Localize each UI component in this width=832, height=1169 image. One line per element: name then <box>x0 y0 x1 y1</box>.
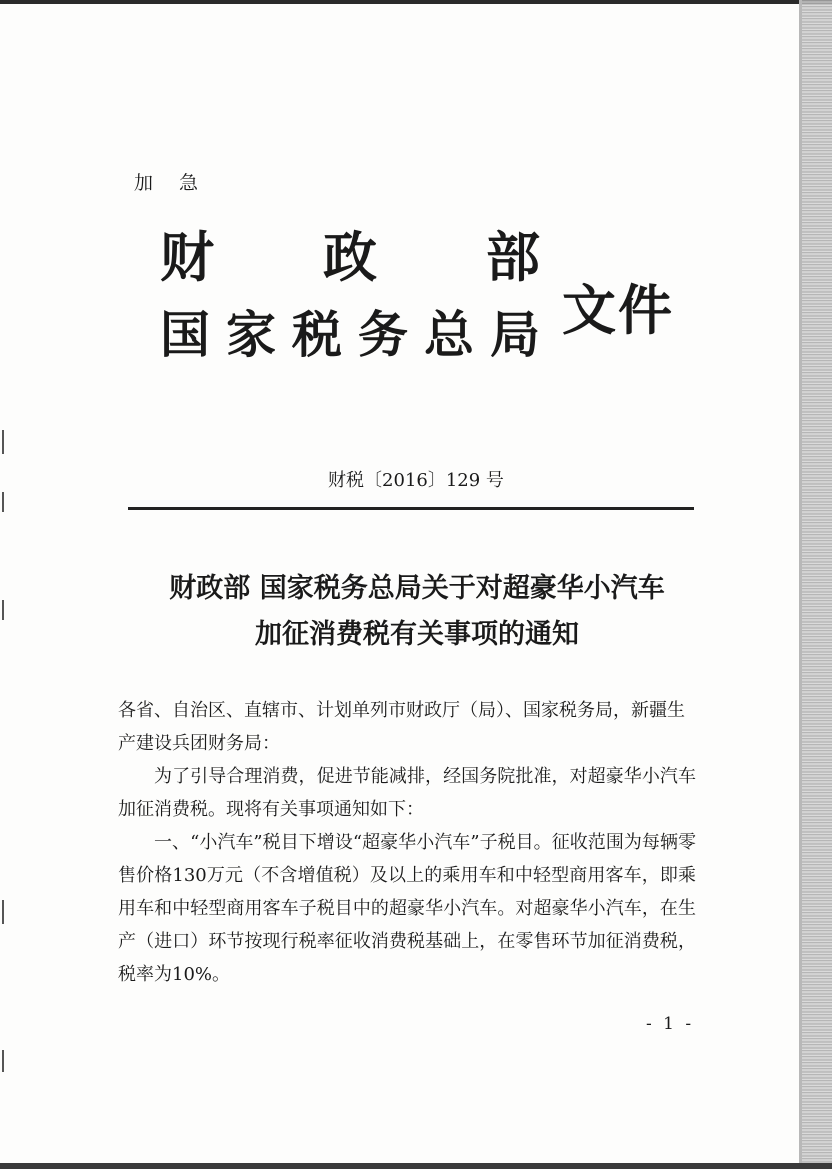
org-char: 财 <box>160 225 214 289</box>
org-char: 政 <box>323 225 377 289</box>
org-char: 局 <box>490 305 540 364</box>
addressees: 各省、自治区、直辖市、计划单列市财政厅（局）、国家税务局，新疆生产建设兵团财务局： <box>118 700 685 754</box>
org-char: 部 <box>486 225 540 289</box>
scan-left-mark <box>2 1050 4 1072</box>
page-number: - 1 - <box>646 1014 695 1034</box>
document-number: 财税〔2016〕129 号 <box>328 470 504 491</box>
org-char: 家 <box>226 305 276 364</box>
scan-left-mark <box>2 430 4 454</box>
org-char: 总 <box>424 305 474 364</box>
header-divider <box>128 507 694 510</box>
scan-left-mark <box>2 900 4 924</box>
document-suffix: 文件 <box>562 278 674 342</box>
issuing-org-ministry-of-finance <box>160 222 540 292</box>
scan-left-mark <box>2 600 4 620</box>
scan-bottom-edge <box>0 1163 832 1169</box>
document-title-line1: 财政部 国家税务总局关于对超豪华小汽车 <box>169 573 665 604</box>
body-paragraph-1: 为了引导合理消费，促进节能减排，经国务院批准，对超豪华小汽车加征消费税。现将有关事项通知如下： <box>118 766 696 820</box>
scan-left-mark <box>2 492 4 512</box>
body-paragraph-2: 一、“小汽车”税目下增设“超豪华小汽车”子税目。征收范围为每辆零售价格130万元（不含增值税）及以上的乘用车和中轻型商用客车，即乘用车和中轻型商用客车子税目中的超豪华小汽车。对超豪华小汽车，在生产（进口）环节按现行税率征收消费税基础上，在零售环节加征消费税，税率为10%。 <box>118 832 696 985</box>
document-title-line2: 加征消费税有关事项的通知 <box>255 619 579 650</box>
urgency-label: 加 急 <box>134 172 209 194</box>
org-char: 务 <box>358 305 408 364</box>
issuing-org-state-tax-admin <box>160 300 540 370</box>
scan-top-edge <box>0 0 832 4</box>
org-char: 税 <box>292 305 342 364</box>
org-char: 国 <box>160 305 210 364</box>
scan-right-edge <box>802 0 832 1169</box>
